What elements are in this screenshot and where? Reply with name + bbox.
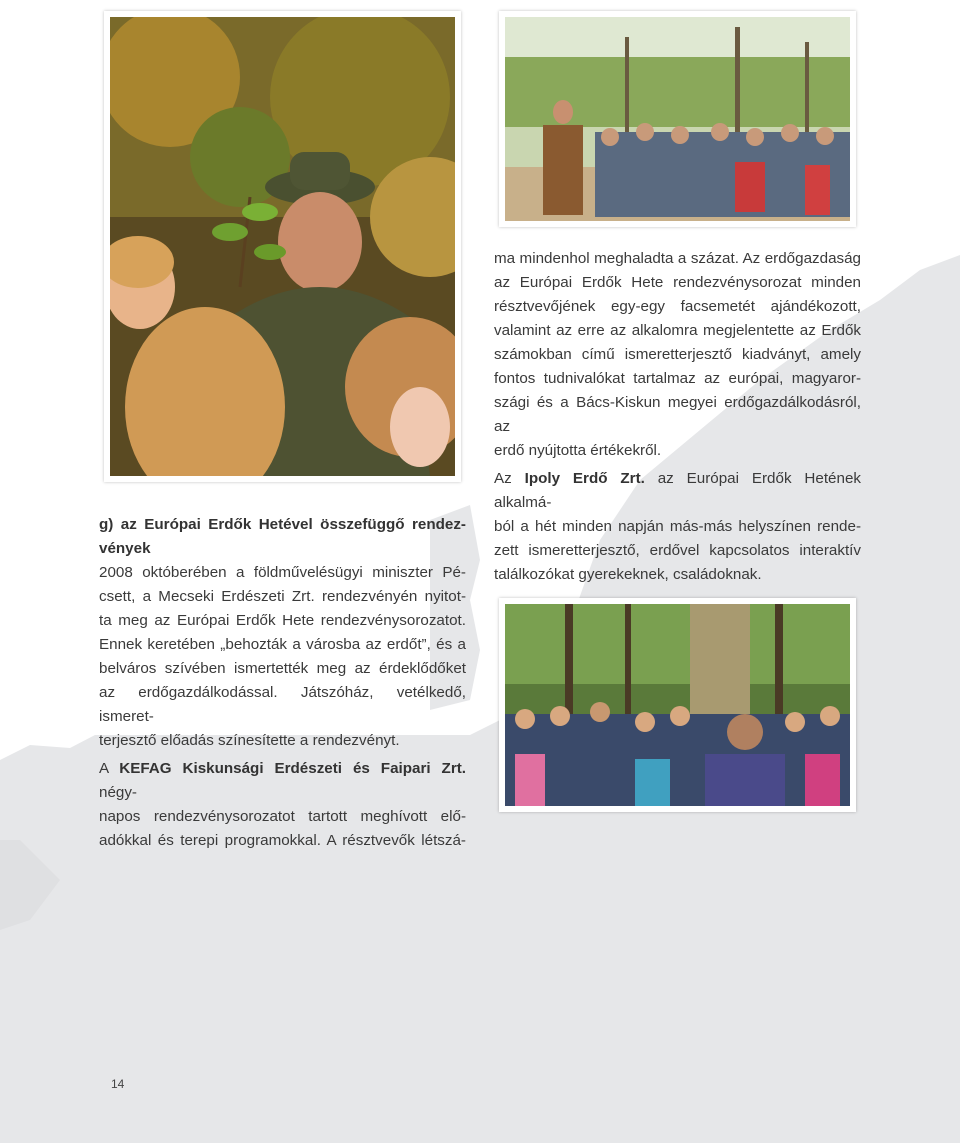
right-column-para2 — [494, 467, 861, 587]
forest-photo-illustration — [110, 17, 455, 476]
group-photo-illustration — [505, 17, 850, 221]
section-heading-line2: vények — [99, 540, 151, 557]
left-column-text — [99, 513, 466, 753]
right-para1-line: szági és a Bács-Kiskun megyei erdőgazdálkodásról, az — [494, 394, 861, 435]
para1-line: az erdőgazdálkodással. Játszóház, vetélkedő, ismeret- — [99, 684, 466, 725]
para1-line: csett, a Mecseki Erdészeti Zrt. rendezvényén nyitot- — [99, 588, 466, 605]
company-name-ipoly: Ipoly Erdő Zrt. — [524, 470, 645, 487]
right-para2-prefix: Az — [494, 470, 525, 487]
photo-forester-with-children — [104, 11, 461, 482]
para1-line: 2008 októberében a földművelésügyi miniszter Pé- — [99, 564, 466, 581]
right-para1-line: valamint az erre az alkalomra megjelentette az Erdők — [494, 322, 861, 339]
right-para2-line1-rest: az Európai Erdők Hetének alkalmá- — [494, 470, 861, 511]
photo-children-group-forest — [499, 598, 856, 812]
right-para1-line: fontos tudnivalókat tartalmaz az európai, magyaror- — [494, 370, 861, 387]
left-column-para2 — [99, 757, 466, 853]
right-para1-line: ma mindenhol meghaladta a százat. Az erdőgazdaság — [494, 250, 861, 267]
para1-line: terjesztő előadás színesítette a rendezvényt. — [99, 732, 400, 749]
para2-prefix: A — [99, 760, 120, 777]
children-photo-illustration — [505, 604, 850, 806]
section-heading-line1: g) az Európai Erdők Hetével összefüggő rendez- — [99, 516, 466, 533]
para2-line1-rest: négy- — [99, 784, 137, 801]
right-para2-line2: ból a hét minden napján más-más helyszínen rende- — [494, 518, 861, 535]
photo-group-outdoors — [499, 11, 856, 227]
right-para2-line4: találkozókat gyerekeknek, családoknak. — [494, 566, 762, 583]
page-number: 14 — [111, 1077, 125, 1091]
company-name-kefag: KEFAG Kiskunsági Erdészeti és Faipari Zrt. — [119, 760, 467, 777]
right-para1-line: erdő nyújtotta értékekről. — [494, 442, 662, 459]
para1-line: ta meg az Európai Erdők Hete rendezvénysorozatot. — [99, 612, 466, 629]
right-column-para1 — [494, 247, 861, 463]
para2-line2: napos rendezvénysorozatot tartott meghívott elő- — [99, 808, 466, 825]
right-para1-line: az Európai Erdők Hete rendezvénysorozat minden — [494, 274, 861, 291]
right-para1-line: résztvevőjének egy-egy facsemetét ajándékozott, — [494, 298, 861, 315]
para1-line: belváros szívében ismertették meg az érdeklődőket — [99, 660, 466, 677]
para2-line1 — [99, 757, 466, 805]
para2-line3: adókkal és terepi programokkal. A résztvevők létszá- — [99, 832, 466, 849]
right-para2-line3: zett ismeretterjesztő, erdővel kapcsolatos interaktív — [494, 542, 861, 559]
para1-line: Ennek keretében „behozták a városba az erdőt”, és a — [99, 636, 466, 653]
right-para1-line: számokban című ismeretterjesztő kiadványt, amely — [494, 346, 861, 363]
right-para2-line1 — [494, 467, 861, 515]
